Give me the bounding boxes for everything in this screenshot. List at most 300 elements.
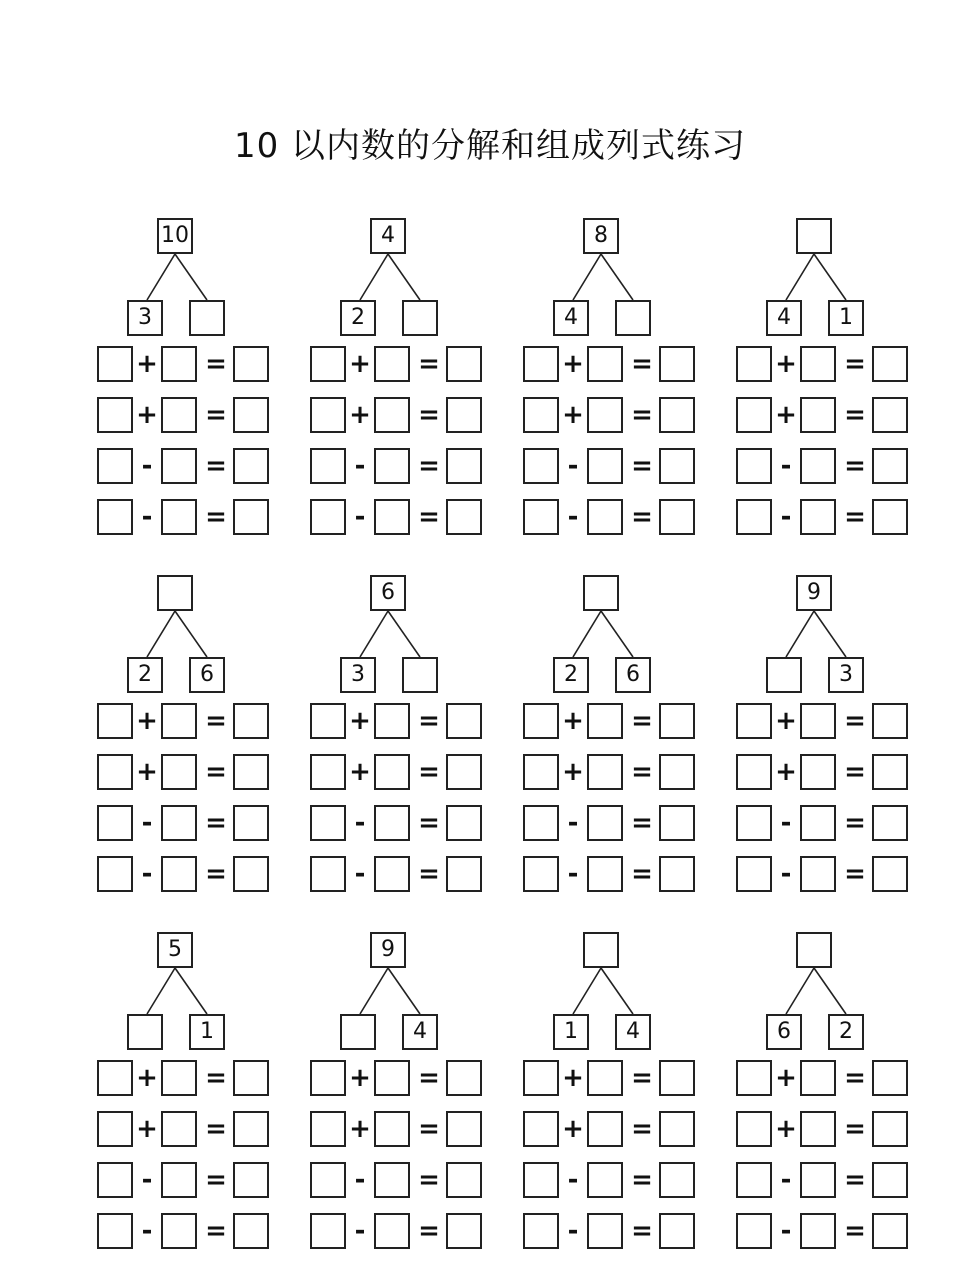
result-box[interactable] — [446, 754, 482, 790]
equation-row — [97, 1111, 277, 1151]
left-part-box[interactable] — [127, 1014, 163, 1050]
equals-sign: = — [418, 859, 440, 889]
total-number-box[interactable]: 10 — [157, 218, 193, 254]
result-box[interactable] — [233, 499, 269, 535]
operand-2-box[interactable] — [374, 754, 410, 790]
total-number-box[interactable] — [583, 932, 619, 968]
left-branch-line — [147, 968, 175, 1014]
result-box[interactable] — [446, 1213, 482, 1249]
operand-1-box[interactable] — [97, 1213, 133, 1249]
result-box[interactable] — [446, 397, 482, 433]
left-part-box[interactable]: 1 — [553, 1014, 589, 1050]
operand-1-box[interactable] — [310, 1060, 346, 1096]
result-box[interactable] — [872, 754, 908, 790]
total-number-box[interactable] — [583, 575, 619, 611]
operand-1-box[interactable] — [523, 397, 559, 433]
total-number-box[interactable] — [796, 932, 832, 968]
equals-sign: = — [205, 808, 227, 838]
equals-sign: = — [631, 757, 653, 787]
result-box[interactable] — [872, 397, 908, 433]
result-box[interactable] — [446, 1162, 482, 1198]
equation-row — [97, 1060, 277, 1100]
equals-sign: = — [844, 1165, 866, 1195]
decomposition-problem-6 — [310, 575, 490, 915]
operator-sign: + — [775, 706, 797, 736]
right-branch-line — [388, 968, 420, 1014]
total-number-box[interactable]: 5 — [157, 932, 193, 968]
result-box[interactable] — [233, 448, 269, 484]
left-part-box[interactable]: 4 — [766, 300, 802, 336]
operand-2-box[interactable] — [587, 1111, 623, 1147]
equals-sign: = — [418, 1165, 440, 1195]
operand-1-box[interactable] — [310, 754, 346, 790]
result-box[interactable] — [446, 1111, 482, 1147]
equals-sign: = — [205, 706, 227, 736]
equals-sign: = — [205, 1114, 227, 1144]
result-box[interactable] — [233, 805, 269, 841]
operand-2-box[interactable] — [161, 805, 197, 841]
right-part-box[interactable]: 4 — [615, 1014, 651, 1050]
equation-row — [736, 754, 916, 794]
equation-row — [523, 346, 703, 386]
equals-sign: = — [844, 451, 866, 481]
result-box[interactable] — [446, 346, 482, 382]
decomposition-problem-1 — [97, 218, 277, 558]
equation-row — [310, 1111, 490, 1151]
equation-row — [523, 1060, 703, 1100]
equals-sign: = — [844, 859, 866, 889]
operator-sign: + — [562, 400, 584, 430]
equation-row — [310, 499, 490, 539]
operator-sign: + — [136, 1063, 158, 1093]
result-box[interactable] — [233, 397, 269, 433]
operator-sign: + — [136, 400, 158, 430]
equation-row — [736, 856, 916, 896]
right-part-box[interactable] — [402, 300, 438, 336]
operand-2-box[interactable] — [587, 346, 623, 382]
right-part-box[interactable]: 4 — [402, 1014, 438, 1050]
result-box[interactable] — [872, 856, 908, 892]
operand-2-box[interactable] — [374, 1162, 410, 1198]
equation-row — [310, 397, 490, 437]
right-part-box[interactable] — [189, 300, 225, 336]
result-box[interactable] — [659, 805, 695, 841]
operand-2-box[interactable] — [374, 346, 410, 382]
operator-sign: - — [354, 1216, 366, 1246]
operand-1-box[interactable] — [523, 805, 559, 841]
decomposition-problem-2 — [310, 218, 490, 558]
operand-2-box[interactable] — [161, 346, 197, 382]
operand-1-box[interactable] — [310, 397, 346, 433]
operand-2-box[interactable] — [587, 856, 623, 892]
operand-1-box[interactable] — [523, 1111, 559, 1147]
right-branch-line — [175, 254, 207, 300]
operand-2-box[interactable] — [374, 1111, 410, 1147]
operand-1-box[interactable] — [97, 703, 133, 739]
operand-2-box[interactable] — [374, 805, 410, 841]
result-box[interactable] — [659, 346, 695, 382]
operator-sign: - — [780, 1216, 792, 1246]
equation-row — [97, 499, 277, 539]
operand-1-box[interactable] — [97, 1111, 133, 1147]
operand-1-box[interactable] — [97, 499, 133, 535]
result-box[interactable] — [659, 448, 695, 484]
equals-sign: = — [205, 859, 227, 889]
operand-1-box[interactable] — [97, 1162, 133, 1198]
total-number-box[interactable]: 4 — [370, 218, 406, 254]
right-branch-line — [601, 254, 633, 300]
result-box[interactable] — [233, 1162, 269, 1198]
operator-sign: - — [567, 1216, 579, 1246]
operand-2-box[interactable] — [587, 1213, 623, 1249]
result-box[interactable] — [233, 1060, 269, 1096]
result-box[interactable] — [446, 499, 482, 535]
left-branch-line — [147, 611, 175, 657]
right-part-box[interactable] — [615, 300, 651, 336]
operand-1-box[interactable] — [310, 1162, 346, 1198]
decomposition-problem-3 — [523, 218, 703, 558]
left-branch-line — [786, 968, 814, 1014]
operand-2-box[interactable] — [161, 499, 197, 535]
operator-sign: + — [136, 757, 158, 787]
operand-2-box[interactable] — [374, 397, 410, 433]
operand-1-box[interactable] — [310, 805, 346, 841]
equation-row — [523, 1111, 703, 1151]
right-part-box[interactable]: 6 — [615, 657, 651, 693]
operand-2-box[interactable] — [374, 448, 410, 484]
operand-1-box[interactable] — [736, 856, 772, 892]
operand-1-box[interactable] — [523, 703, 559, 739]
equals-sign: = — [844, 502, 866, 532]
equation-row — [310, 1213, 490, 1253]
operand-2-box[interactable] — [800, 1162, 836, 1198]
operator-sign: + — [562, 1114, 584, 1144]
result-box[interactable] — [659, 754, 695, 790]
operator-sign: + — [775, 1114, 797, 1144]
operand-2-box[interactable] — [161, 703, 197, 739]
result-box[interactable] — [446, 448, 482, 484]
operator-sign: - — [780, 451, 792, 481]
result-box[interactable] — [659, 856, 695, 892]
operator-sign: + — [562, 706, 584, 736]
operand-1-box[interactable] — [97, 397, 133, 433]
operator-sign: - — [567, 808, 579, 838]
operator-sign: - — [567, 1165, 579, 1195]
result-box[interactable] — [446, 805, 482, 841]
operator-sign: - — [780, 1165, 792, 1195]
operand-2-box[interactable] — [800, 1060, 836, 1096]
result-box[interactable] — [233, 856, 269, 892]
equals-sign: = — [418, 706, 440, 736]
operand-1-box[interactable] — [310, 448, 346, 484]
operator-sign: - — [780, 808, 792, 838]
operand-2-box[interactable] — [161, 397, 197, 433]
operand-1-box[interactable] — [310, 346, 346, 382]
operand-1-box[interactable] — [523, 1162, 559, 1198]
result-box[interactable] — [872, 448, 908, 484]
operand-2-box[interactable] — [800, 397, 836, 433]
left-part-box[interactable]: 2 — [553, 657, 589, 693]
right-part-box[interactable]: 2 — [828, 1014, 864, 1050]
equals-sign: = — [631, 502, 653, 532]
operand-1-box[interactable] — [310, 499, 346, 535]
result-box[interactable] — [659, 1213, 695, 1249]
operator-sign: - — [567, 451, 579, 481]
left-branch-line — [573, 611, 601, 657]
left-part-box[interactable]: 2 — [340, 300, 376, 336]
operand-1-box[interactable] — [97, 856, 133, 892]
equals-sign: = — [418, 808, 440, 838]
result-box[interactable] — [659, 1162, 695, 1198]
equation-row — [736, 448, 916, 488]
result-box[interactable] — [659, 1060, 695, 1096]
operand-1-box[interactable] — [736, 1060, 772, 1096]
operand-1-box[interactable] — [736, 703, 772, 739]
result-box[interactable] — [872, 805, 908, 841]
equation-row — [736, 805, 916, 845]
left-part-box[interactable]: 2 — [127, 657, 163, 693]
operand-1-box[interactable] — [523, 1060, 559, 1096]
operator-sign: + — [562, 1063, 584, 1093]
total-number-box[interactable]: 6 — [370, 575, 406, 611]
operator-sign: + — [349, 1063, 371, 1093]
operator-sign: - — [567, 859, 579, 889]
left-part-box[interactable] — [766, 657, 802, 693]
equation-row — [523, 856, 703, 896]
operand-2-box[interactable] — [800, 856, 836, 892]
equals-sign: = — [844, 349, 866, 379]
result-box[interactable] — [233, 346, 269, 382]
equals-sign: = — [844, 706, 866, 736]
equals-sign: = — [205, 1165, 227, 1195]
equals-sign: = — [844, 400, 866, 430]
equals-sign: = — [418, 1063, 440, 1093]
operator-sign: - — [780, 859, 792, 889]
left-part-box[interactable] — [340, 1014, 376, 1050]
operand-1-box[interactable] — [523, 346, 559, 382]
equals-sign: = — [844, 1063, 866, 1093]
equals-sign: = — [844, 1114, 866, 1144]
equals-sign: = — [844, 808, 866, 838]
total-number-box[interactable]: 9 — [796, 575, 832, 611]
operand-2-box[interactable] — [800, 703, 836, 739]
operand-2-box[interactable] — [374, 1060, 410, 1096]
operator-sign: - — [354, 808, 366, 838]
right-part-box[interactable]: 1 — [189, 1014, 225, 1050]
equation-row — [523, 754, 703, 794]
decomposition-problem-11 — [523, 932, 703, 1272]
result-box[interactable] — [446, 856, 482, 892]
operand-2-box[interactable] — [161, 1162, 197, 1198]
left-branch-line — [786, 254, 814, 300]
operator-sign: + — [562, 757, 584, 787]
operand-2-box[interactable] — [587, 1060, 623, 1096]
operand-2-box[interactable] — [161, 1060, 197, 1096]
equals-sign: = — [631, 1165, 653, 1195]
result-box[interactable] — [659, 703, 695, 739]
right-part-box[interactable]: 6 — [189, 657, 225, 693]
operand-1-box[interactable] — [97, 448, 133, 484]
equation-row — [97, 754, 277, 794]
equals-sign: = — [205, 757, 227, 787]
right-branch-line — [175, 611, 207, 657]
right-part-box[interactable] — [402, 657, 438, 693]
result-box[interactable] — [659, 499, 695, 535]
right-part-box[interactable]: 1 — [828, 300, 864, 336]
operand-2-box[interactable] — [800, 754, 836, 790]
operand-1-box[interactable] — [97, 754, 133, 790]
left-part-box[interactable]: 3 — [127, 300, 163, 336]
operand-1-box[interactable] — [736, 754, 772, 790]
equation-row — [310, 346, 490, 386]
operand-1-box[interactable] — [736, 499, 772, 535]
total-number-box[interactable] — [157, 575, 193, 611]
operand-2-box[interactable] — [587, 754, 623, 790]
left-part-box[interactable]: 6 — [766, 1014, 802, 1050]
equation-row — [97, 703, 277, 743]
total-number-box[interactable] — [796, 218, 832, 254]
operand-1-box[interactable] — [736, 805, 772, 841]
left-part-box[interactable]: 3 — [340, 657, 376, 693]
equation-row — [736, 1060, 916, 1100]
equation-row — [523, 397, 703, 437]
operator-sign: - — [567, 502, 579, 532]
equals-sign: = — [205, 400, 227, 430]
operand-1-box[interactable] — [310, 1111, 346, 1147]
operand-1-box[interactable] — [310, 1213, 346, 1249]
operand-2-box[interactable] — [161, 1213, 197, 1249]
operand-2-box[interactable] — [800, 805, 836, 841]
operand-1-box[interactable] — [523, 754, 559, 790]
operand-2-box[interactable] — [800, 499, 836, 535]
operand-2-box[interactable] — [161, 754, 197, 790]
operator-sign: + — [349, 757, 371, 787]
operand-2-box[interactable] — [587, 1162, 623, 1198]
result-box[interactable] — [872, 1060, 908, 1096]
operand-1-box[interactable] — [736, 1162, 772, 1198]
decomposition-problem-7 — [523, 575, 703, 915]
operand-1-box[interactable] — [310, 703, 346, 739]
equation-row — [310, 754, 490, 794]
operand-1-box[interactable] — [736, 397, 772, 433]
operand-2-box[interactable] — [587, 499, 623, 535]
operand-1-box[interactable] — [97, 1060, 133, 1096]
left-branch-line — [147, 254, 175, 300]
operand-2-box[interactable] — [587, 397, 623, 433]
decomposition-problem-10 — [310, 932, 490, 1272]
decomposition-problem-4 — [736, 218, 916, 558]
operand-2-box[interactable] — [587, 448, 623, 484]
page-title: 10 以内数的分解和组成列式练习 — [233, 126, 747, 166]
operator-sign: - — [141, 859, 153, 889]
result-box[interactable] — [446, 1060, 482, 1096]
left-branch-line — [360, 254, 388, 300]
equals-sign: = — [205, 502, 227, 532]
operand-2-box[interactable] — [800, 346, 836, 382]
equals-sign: = — [205, 349, 227, 379]
equation-row — [97, 397, 277, 437]
operand-2-box[interactable] — [374, 499, 410, 535]
operator-sign: - — [141, 451, 153, 481]
left-branch-line — [360, 968, 388, 1014]
operand-1-box[interactable] — [97, 346, 133, 382]
left-part-box[interactable]: 4 — [553, 300, 589, 336]
operand-2-box[interactable] — [374, 703, 410, 739]
equation-row — [736, 499, 916, 539]
operand-2-box[interactable] — [161, 856, 197, 892]
decomposition-problem-8 — [736, 575, 916, 915]
equation-row — [736, 1162, 916, 1202]
equals-sign: = — [205, 1216, 227, 1246]
operand-1-box[interactable] — [736, 346, 772, 382]
operator-sign: + — [349, 349, 371, 379]
result-box[interactable] — [872, 1111, 908, 1147]
operand-2-box[interactable] — [374, 1213, 410, 1249]
result-box[interactable] — [659, 397, 695, 433]
equation-row — [97, 1213, 277, 1253]
right-branch-line — [388, 611, 420, 657]
result-box[interactable] — [872, 703, 908, 739]
operand-2-box[interactable] — [800, 448, 836, 484]
equation-row — [736, 703, 916, 743]
result-box[interactable] — [233, 1213, 269, 1249]
equals-sign: = — [418, 1114, 440, 1144]
operand-1-box[interactable] — [523, 856, 559, 892]
operand-1-box[interactable] — [523, 499, 559, 535]
operand-2-box[interactable] — [161, 448, 197, 484]
operand-2-box[interactable] — [587, 805, 623, 841]
operator-sign: - — [141, 1216, 153, 1246]
equals-sign: = — [631, 400, 653, 430]
right-part-box[interactable]: 3 — [828, 657, 864, 693]
result-box[interactable] — [233, 1111, 269, 1147]
operand-1-box[interactable] — [523, 1213, 559, 1249]
operand-1-box[interactable] — [310, 856, 346, 892]
operand-1-box[interactable] — [736, 448, 772, 484]
result-box[interactable] — [233, 754, 269, 790]
operator-sign: + — [775, 400, 797, 430]
operand-2-box[interactable] — [587, 703, 623, 739]
operand-2-box[interactable] — [800, 1111, 836, 1147]
equation-row — [523, 1213, 703, 1253]
operand-1-box[interactable] — [736, 1111, 772, 1147]
result-box[interactable] — [872, 499, 908, 535]
operand-1-box[interactable] — [736, 1213, 772, 1249]
operator-sign: - — [141, 808, 153, 838]
equation-row — [523, 499, 703, 539]
result-box[interactable] — [872, 346, 908, 382]
right-branch-line — [814, 611, 846, 657]
operand-2-box[interactable] — [161, 1111, 197, 1147]
operand-2-box[interactable] — [374, 856, 410, 892]
result-box[interactable] — [659, 1111, 695, 1147]
equals-sign: = — [631, 1114, 653, 1144]
total-number-box[interactable]: 8 — [583, 218, 619, 254]
right-branch-line — [814, 968, 846, 1014]
equation-row — [310, 1162, 490, 1202]
total-number-box[interactable]: 9 — [370, 932, 406, 968]
decomposition-problem-12 — [736, 932, 916, 1272]
equals-sign: = — [631, 859, 653, 889]
result-box[interactable] — [446, 703, 482, 739]
result-box[interactable] — [233, 703, 269, 739]
result-box[interactable] — [872, 1162, 908, 1198]
operand-1-box[interactable] — [523, 448, 559, 484]
operand-1-box[interactable] — [97, 805, 133, 841]
result-box[interactable] — [872, 1213, 908, 1249]
operator-sign: + — [562, 349, 584, 379]
operand-2-box[interactable] — [800, 1213, 836, 1249]
